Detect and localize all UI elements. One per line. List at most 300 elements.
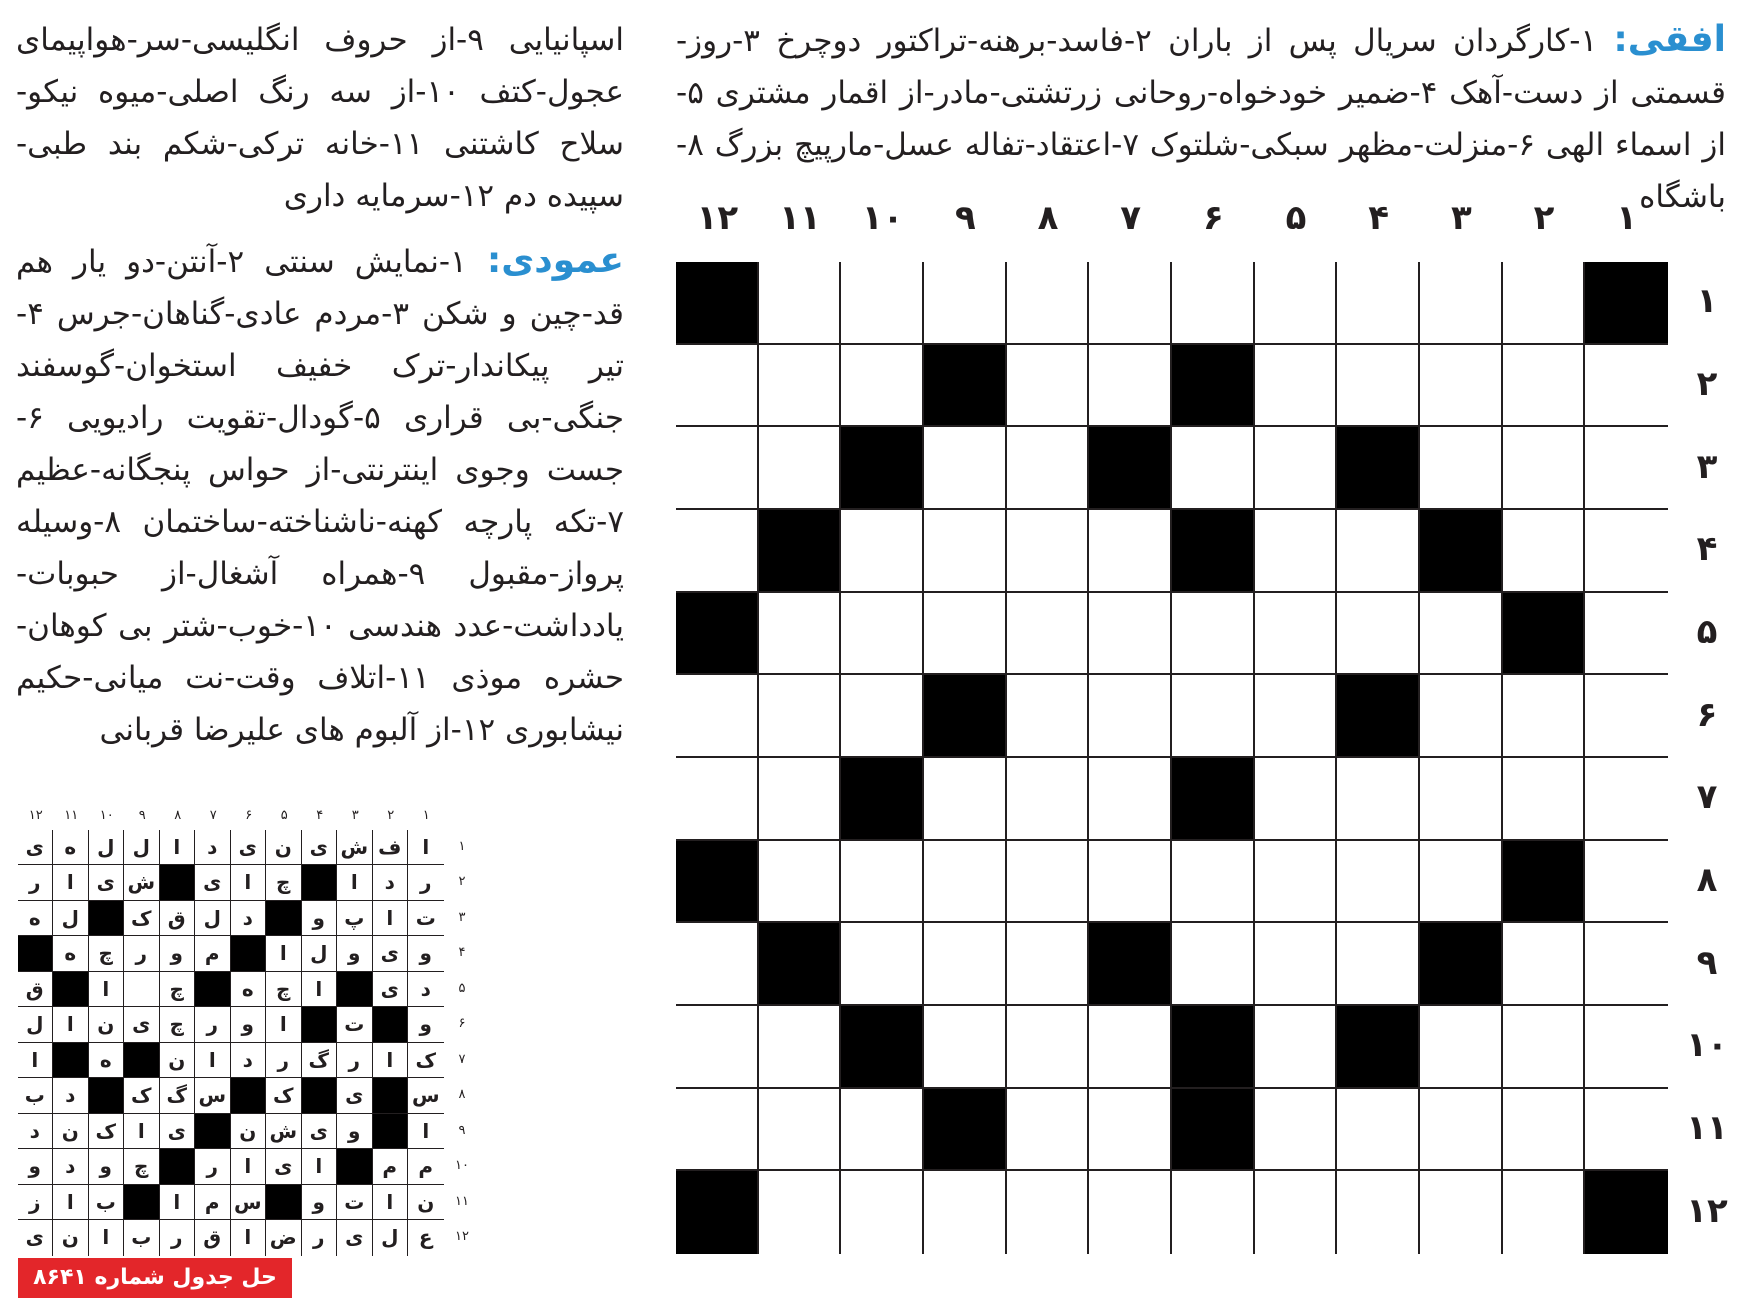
solution-cell: ر [160,1220,196,1256]
black-cell [841,427,924,510]
grid-cell[interactable] [841,593,924,676]
solution-cell: ر [337,1043,373,1079]
solution-cell: ک [408,1043,444,1079]
grid-cell[interactable] [1337,1089,1420,1172]
vertical-clues [16,235,624,756]
solution-cell: س [408,1078,444,1114]
grid-cell[interactable] [1337,345,1420,428]
grid-cell[interactable] [1503,1171,1586,1254]
grid-cell[interactable] [841,1089,924,1172]
solution-cell: ا [195,1043,231,1079]
column-number: ۴ [1368,198,1390,238]
solution-black-cell [337,1149,373,1185]
row-number: ۴ [1696,529,1718,570]
black-cell [841,1006,924,1089]
column-number: ۸ [1037,198,1059,238]
solution-cell: د [231,1043,267,1079]
solution-cell: ب [89,1185,125,1221]
solution-cell: ت [337,1007,373,1043]
crossword-grid[interactable] [676,262,1668,1254]
solution-cell: ق [195,1220,231,1256]
grid-cell[interactable] [1089,510,1172,593]
solution-cell: ش [337,830,373,866]
solution-row-number: ۱۰ [455,1158,469,1174]
grid-cell[interactable] [1172,427,1255,510]
grid-cell[interactable] [1255,758,1338,841]
grid-cell[interactable] [1503,758,1586,841]
grid-cell[interactable] [1089,758,1172,841]
grid-cell[interactable] [1255,262,1338,345]
vertical-clues-text: ۱-نمایش سنتی ۲-آنتن-دو یار هم قد-چین و شکن ۳-مردم عادی-گناهان-جرس ۴-تیر پیکاندار-ترک خفیف استخوان-گوسفند جنگی-بی قراری ۵-گودال-تقویت رادیویی ۶-جست وجوی اینترنتی-از حواس پنجگانه-عظیم ۷-تکه پارچه کهنه-ناشناخته-ساختمان ۸-وسیله پرواز-مقبول ۹-همراه آشغال-از حبوبات-یادداشت-عدد هندسی ۱۰-خوب-شتر بی کوهان-حشره موذی ۱۱-اتلاف وقت-نت میانی-حکیم نیشابوری ۱۲-از آلبوم های علیرضا قربانی [16,244,625,748]
grid-cell[interactable] [841,510,924,593]
black-cell [924,675,1007,758]
solution-cell: ه [89,1043,125,1079]
solution-cell: و [337,1114,373,1150]
black-cell [841,758,924,841]
horizontal-clues-continued [16,14,624,222]
grid-cell[interactable] [1420,758,1503,841]
grid-cell[interactable] [1172,841,1255,924]
solution-cell: ه [53,936,89,972]
grid-cell[interactable] [1503,675,1586,758]
grid-cell[interactable] [1172,675,1255,758]
grid-cell[interactable] [841,345,924,428]
grid-cell[interactable] [1420,262,1503,345]
grid-cell[interactable] [1007,1089,1090,1172]
grid-cell[interactable] [1337,262,1420,345]
column-number: ۷ [1120,198,1142,238]
grid-cell[interactable] [1585,510,1668,593]
solution-cell: م [195,1185,231,1221]
solution-cell: چ [124,1149,160,1185]
grid-cell[interactable] [1503,1006,1586,1089]
solution-column-number: ۵ [280,808,288,823]
row-number: ۷ [1696,777,1718,818]
grid-cell[interactable] [1255,1089,1338,1172]
column-number: ۱۱ [779,198,821,238]
solution-row-number: ۳ [458,909,466,925]
grid-cell[interactable] [1585,1006,1668,1089]
solution-cell: ق [18,972,54,1008]
solution-cell: د [53,1149,89,1185]
solution-cell: ا [160,830,196,866]
solution-black-cell [160,865,196,901]
grid-cell[interactable] [759,841,842,924]
solution-cell: ا [373,1185,409,1221]
solution-cell: ی [89,865,125,901]
solution-cell: ی [124,1007,160,1043]
column-number: ۱۲ [696,198,739,238]
grid-cell[interactable] [759,1171,842,1254]
grid-cell[interactable] [1089,841,1172,924]
solution-black-cell [53,972,89,1008]
solution-cell: ی [160,1114,196,1150]
solution-column-number: ۱۱ [64,808,79,823]
grid-cell[interactable] [924,262,1007,345]
grid-cell[interactable] [759,1089,842,1172]
solution-cell: ض [266,1220,302,1256]
solution-black-cell [373,1078,409,1114]
grid-cell[interactable] [1337,510,1420,593]
grid-cell[interactable] [924,1171,1007,1254]
grid-cell[interactable] [1255,923,1338,1006]
black-cell [924,345,1007,428]
solution-cell: ی [302,1114,338,1150]
grid-cell[interactable] [1503,1089,1586,1172]
solution-cell: ک [266,1078,302,1114]
solution-column-number: ۹ [138,808,146,823]
solution-cell: و [302,1185,338,1221]
vertical-clues-title: عمودی: [486,240,624,281]
solution-row-number: ۱۲ [455,1229,469,1245]
grid-cell[interactable] [1585,345,1668,428]
column-number: ۲ [1533,198,1555,238]
grid-cell[interactable] [759,1006,842,1089]
solution-cell: ی [373,936,409,972]
solution-cell: ل [89,830,125,866]
solution-cell: ی [195,865,231,901]
solution-cell: چ [160,972,196,1008]
solution-cell [124,972,160,1008]
solution-cell: پ [337,901,373,937]
solution-grid [18,830,444,1256]
solution-black-cell [89,901,125,937]
grid-cell[interactable] [1172,262,1255,345]
solution-cell: د [18,1114,54,1150]
grid-cell[interactable] [1585,841,1668,924]
grid-cell[interactable] [1585,675,1668,758]
grid-cell[interactable] [1337,593,1420,676]
solution-cell: ا [89,1220,125,1256]
grid-cell[interactable] [1255,1006,1338,1089]
solution-black-cell [231,1078,267,1114]
solution-cell: ل [302,936,338,972]
column-number: ۹ [954,198,976,238]
solution-cell: ن [53,1220,89,1256]
grid-cell[interactable] [1337,841,1420,924]
solution-cell: ل [195,901,231,937]
black-cell [1172,758,1255,841]
solution-cell: ر [195,1149,231,1185]
solution-cell: ر [302,1220,338,1256]
solution-column-number: ۴ [316,808,324,823]
black-cell [1089,923,1172,1006]
black-cell [1089,427,1172,510]
row-number: ۹ [1696,942,1718,983]
grid-cell[interactable] [1007,841,1090,924]
grid-cell[interactable] [1007,427,1090,510]
row-number: ۱۱ [1686,1108,1728,1148]
solution-cell: ا [53,865,89,901]
solution-cell: ل [124,830,160,866]
black-cell [676,1171,759,1254]
grid-cell[interactable] [676,1006,759,1089]
solution-cell: ا [231,865,267,901]
solution-cell: ش [266,1114,302,1150]
grid-cell[interactable] [1089,345,1172,428]
grid-cell[interactable] [1007,675,1090,758]
solution-cell: ت [337,1185,373,1221]
solution-cell: ا [53,1007,89,1043]
column-number: ۳ [1450,198,1472,238]
grid-cell[interactable] [1503,345,1586,428]
solution-cell: د [53,1078,89,1114]
grid-cell[interactable] [759,262,842,345]
grid-cell[interactable] [924,593,1007,676]
grid-cell[interactable] [676,923,759,1006]
grid-cell[interactable] [759,345,842,428]
solution-cell: د [195,830,231,866]
solution-cell: ی [231,830,267,866]
solution-cell: ک [124,1078,160,1114]
grid-cell[interactable] [1007,758,1090,841]
grid-cell[interactable] [1172,1171,1255,1254]
grid-cell[interactable] [676,1089,759,1172]
solution-cell: ک [89,1114,125,1150]
grid-cell[interactable] [1503,262,1586,345]
solution-column-number: ۸ [174,808,182,823]
grid-cell[interactable] [1089,262,1172,345]
row-number: ۱۲ [1686,1190,1728,1231]
grid-cell[interactable] [1420,593,1503,676]
solution-black-cell [195,972,231,1008]
grid-cell[interactable] [1007,1006,1090,1089]
grid-cell[interactable] [1007,1171,1090,1254]
solution-cell: و [231,1007,267,1043]
solution-cell: ن [231,1114,267,1150]
grid-cell[interactable] [1585,593,1668,676]
grid-cell[interactable] [676,510,759,593]
black-cell [1420,923,1503,1006]
solution-black-cell [373,1007,409,1043]
grid-cell[interactable] [1420,1006,1503,1089]
solution-cell: چ [160,1007,196,1043]
solution-row-number: ۷ [458,1051,466,1067]
grid-cell[interactable] [676,427,759,510]
solution-cell: و [160,936,196,972]
solution-cell: ا [53,1185,89,1221]
grid-cell[interactable] [1007,593,1090,676]
solution-cell: ل [53,901,89,937]
black-cell [759,510,842,593]
grid-cell[interactable] [841,841,924,924]
grid-cell[interactable] [1255,427,1338,510]
black-cell [676,593,759,676]
solution-cell: س [231,1185,267,1221]
grid-cell[interactable] [1255,1171,1338,1254]
grid-cell[interactable] [759,427,842,510]
solution-black-cell [302,865,338,901]
grid-cell[interactable] [1007,510,1090,593]
solution-cell: و [18,1149,54,1185]
solution-row-number: ۲ [458,874,466,890]
grid-cell[interactable] [676,758,759,841]
grid-cell[interactable] [759,593,842,676]
grid-cell[interactable] [1172,593,1255,676]
solution-cell: چ [266,865,302,901]
solution-cell: ی [266,1149,302,1185]
solution-cell: و [337,936,373,972]
black-cell [759,923,842,1006]
solution-black-cell [373,1114,409,1150]
black-cell [676,262,759,345]
horizontal-clues [676,14,1726,223]
black-cell [1503,841,1586,924]
solution-cell: ا [266,936,302,972]
solution-column-number: ۱۲ [28,808,43,823]
black-cell [1337,675,1420,758]
solution-column-number: ۳ [351,808,359,823]
column-number: ۶ [1202,198,1224,238]
solution-black-cell [266,901,302,937]
solution-black-cell [124,1185,160,1221]
solution-column-number: ۱۰ [99,808,114,823]
black-cell [1503,593,1586,676]
solution-cell: ک [124,901,160,937]
solution-row-number: ۴ [458,945,466,961]
grid-cell[interactable] [1420,427,1503,510]
solution-cell: ی [337,1078,373,1114]
grid-cell[interactable] [1089,675,1172,758]
solution-cell: ی [373,972,409,1008]
solution-cell: ا [373,901,409,937]
grid-cell[interactable] [841,1171,924,1254]
grid-cell[interactable] [1420,1089,1503,1172]
grid-cell[interactable] [924,923,1007,1006]
black-cell [1420,510,1503,593]
column-number: ۱۰ [861,198,904,238]
solution-black-cell [302,1078,338,1114]
grid-cell[interactable] [841,923,924,1006]
solution-label: حل جدول شماره ۸۶۴۱ [18,1258,292,1298]
grid-cell[interactable] [1255,510,1338,593]
row-number: ۸ [1696,860,1718,900]
solution-cell: ت [408,901,444,937]
solution-cell: ا [124,1114,160,1150]
grid-cell[interactable] [1585,758,1668,841]
black-cell [676,841,759,924]
solution-cell: ا [266,1007,302,1043]
solution-cell: و [408,936,444,972]
solution-cell: گ [302,1043,338,1079]
grid-cell[interactable] [924,510,1007,593]
solution-cell: ه [231,972,267,1008]
solution-black-cell [89,1078,125,1114]
grid-cell[interactable] [1089,1006,1172,1089]
grid-cell[interactable] [1255,841,1338,924]
solution-cell: ش [124,865,160,901]
solution-cell: ع [408,1220,444,1256]
grid-cell[interactable] [1503,923,1586,1006]
black-cell [1337,427,1420,510]
solution-column-number: ۱ [422,808,430,823]
solution-cell: ب [124,1220,160,1256]
grid-cell[interactable] [1007,262,1090,345]
grid-cell[interactable] [1585,923,1668,1006]
solution-cell: ا [18,1043,54,1079]
grid-cell[interactable] [1420,1171,1503,1254]
solution-cell: و [302,901,338,937]
grid-cell[interactable] [1503,427,1586,510]
grid-cell[interactable] [924,841,1007,924]
solution-cell: ف [373,830,409,866]
grid-cell[interactable] [1255,675,1338,758]
grid-cell[interactable] [1337,1171,1420,1254]
solution-row-number: ۹ [458,1122,466,1138]
grid-cell[interactable] [759,675,842,758]
black-cell [1172,1006,1255,1089]
grid-cell[interactable] [841,262,924,345]
solution-cell: د [231,901,267,937]
solution-cell: ا [302,972,338,1008]
solution-cell: ل [373,1220,409,1256]
solution-cell: ب [18,1078,54,1114]
grid-cell[interactable] [676,345,759,428]
grid-cell[interactable] [1420,675,1503,758]
solution-cell: م [195,936,231,972]
grid-cell[interactable] [1503,510,1586,593]
solution-cell: ن [408,1185,444,1221]
grid-cell[interactable] [924,758,1007,841]
solution-cell: ی [302,830,338,866]
solution-cell: ا [231,1220,267,1256]
solution-black-cell [18,936,54,972]
solution-cell: ا [408,1114,444,1150]
grid-cell[interactable] [924,1006,1007,1089]
horizontal-clues-continued-text: اسپانیایی ۹-از حروف انگلیسی-سر-هواپیمای عجول-کتف ۱۰-از سه رنگ اصلی-میوه نیکو-سلاح کاشتنی ۱۱-خانه ترکی-شکم بند طبی-سپیده دم ۱۲-سرمایه داری [16,22,624,214]
horizontal-clues-text: ۱-کارگردان سریال پس از باران ۲-فاسد-برهنه-تراکتور دوچرخ ۳-روز-قسمتی از دست-آهک ۴-ضمیر خودخواه-روحانی زرتشتی-مادر-از اقمار مشتری ۵-از اسماء الهی ۶-منزلت-مظهر سبکی-شلتوک ۷-اعتقاد-تفاله عسل-مارپیچ بزرگ ۸-باشگاه [676,23,1726,215]
solution-row-number: ۱ [458,838,466,854]
solution-cell: ی [18,1220,54,1256]
grid-cell[interactable] [1337,758,1420,841]
grid-cell[interactable] [676,675,759,758]
solution-cell: م [373,1149,409,1185]
grid-cell[interactable] [924,427,1007,510]
grid-cell[interactable] [1007,345,1090,428]
grid-cell[interactable] [841,675,924,758]
solution-black-cell [124,1043,160,1079]
solution-cell: ا [408,830,444,866]
solution-cell: ا [373,1043,409,1079]
solution-cell: ل [18,1007,54,1043]
grid-cell[interactable] [759,758,842,841]
grid-cell[interactable] [1007,923,1090,1006]
grid-cell[interactable] [1089,1089,1172,1172]
solution-column-number: ۶ [245,808,253,823]
grid-cell[interactable] [1089,593,1172,676]
grid-cell[interactable] [1585,427,1668,510]
grid-cell[interactable] [1172,923,1255,1006]
solution-cell: ن [89,1007,125,1043]
grid-cell[interactable] [1585,1089,1668,1172]
grid-cell[interactable] [1255,345,1338,428]
solution-black-cell [302,1007,338,1043]
solution-cell: ا [302,1149,338,1185]
grid-cell[interactable] [1420,841,1503,924]
solution-black-cell [53,1043,89,1079]
black-cell [1172,510,1255,593]
solution-cell: ی [337,1220,373,1256]
grid-cell[interactable] [1420,345,1503,428]
grid-cell[interactable] [1255,593,1338,676]
solution-row-number: ۸ [458,1087,466,1103]
column-number: ۵ [1285,198,1307,238]
grid-cell[interactable] [1337,923,1420,1006]
grid-cell[interactable] [1089,1171,1172,1254]
solution-cell: ر [195,1007,231,1043]
solution-cell: م [408,1149,444,1185]
solution-cell: ر [124,936,160,972]
